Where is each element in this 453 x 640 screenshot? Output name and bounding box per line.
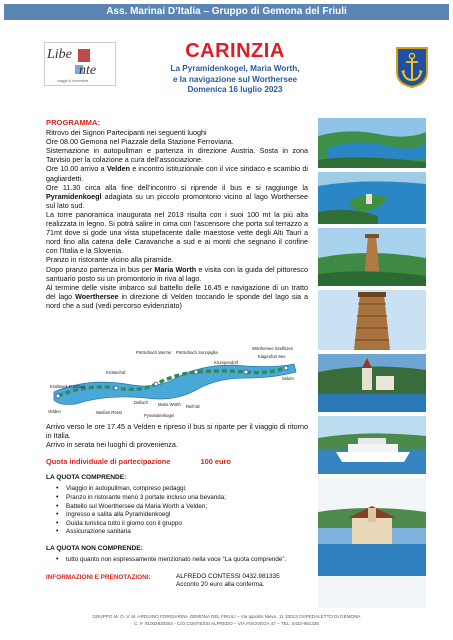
map-label: Dellach	[134, 400, 148, 405]
map-label: Reifnitz	[186, 404, 200, 409]
program-heading: PROGRAMMA:	[46, 118, 100, 127]
maria-worth-church-photo	[318, 354, 426, 412]
subtitle-date: Domenica 16 luglio 2023	[187, 85, 283, 94]
info-row	[46, 573, 308, 591]
program-tower: La torre panoramica inaugurata nel 2013 risulta con i suoi 100 mt la più alta realizzata in legno. Si potrà salire in cima con l’ascensore che porta sul terrazzo a 71mt dove si gode una vista stupefacente dalle maestose vette degli Alti Tauri a nord fino alla catena delle Caravanche a sud e ai monti che segnano il confine con l’Italia e la Slovenia.	[46, 209, 308, 256]
program-velden: Ore 10.00 arrivo a Velden e incontro istituzionale con il vice sindaco e scambio di gagliardetti.	[46, 164, 308, 183]
logo-text-2: nte	[79, 63, 97, 78]
page-subtitle	[130, 64, 340, 96]
map-label: Pörtschach Werzer	[136, 350, 172, 355]
route-map	[46, 344, 306, 419]
passenger-boat-photo	[318, 416, 426, 474]
map-label: Sekirn	[282, 376, 294, 381]
program-maria-worth: Dopo pranzo partenza in bus per Maria Worth e visita con la guida del pittoresco santuario posto su un promontorio in riva al lago.	[46, 264, 308, 283]
list-item: • Assicurazione sanitaria	[56, 528, 308, 537]
map-label: Kraftwerk Forstsee	[50, 384, 86, 389]
map-label: Weißes Rössl	[96, 410, 122, 415]
agency-logo	[44, 42, 116, 86]
program-line: Ritrovo dei Signori Partecipanti nei seguenti luoghi	[46, 128, 207, 138]
map-label: Maria Wörth	[158, 402, 181, 407]
lake-shape	[54, 364, 296, 405]
list-item: • Guida turistica tutto il giorno con il gruppo	[56, 520, 308, 529]
program-line: Ore 08.00 Gemona nel Piazzale della Stazione Ferroviaria.	[46, 137, 234, 147]
map-label: Wörthersee Seeflitzen	[252, 346, 294, 351]
lakeside-palace-photo	[318, 478, 426, 608]
return-line: Arrivo verso le ore 17.45 a Velden e ripreso il bus si riparte per il viaggio di ritorno in Italia.	[46, 422, 308, 441]
wooden-tower-closeup-photo	[318, 290, 426, 350]
map-label: Krottenhof	[106, 370, 126, 375]
program-line: Sistemazione in autopullman e partenza in direzione Austria. Sosta in zona Tarvisio per la colazione a cura dell’associazione.	[46, 146, 308, 165]
logo-tagline: viaggi & incentive	[57, 78, 89, 83]
non-comprende-heading: LA QUOTA NON COMPRENDE:	[46, 545, 143, 553]
map-stop-marker	[244, 370, 248, 374]
list-item: • Pranzo in ristorante menù 3 portate incluso una bevanda;	[56, 494, 308, 503]
list-item: • Ingresso e salita alla Pyramidenkoegl	[56, 511, 308, 520]
subtitle-line-1: La Pyramidenkogel, Maria Worth,	[170, 64, 300, 73]
map-label: Pyramidenkogel	[144, 413, 175, 418]
map-stop-marker	[194, 370, 198, 374]
header-banner: Ass. Marinai D’Italia – Gruppo di Gemona del Friuli	[4, 4, 449, 20]
footer-line: GRUPPO M. O. V. M. ARDUINO FORGIARINI- GEMONA DEL FRIULI – Via Ippolito Nievo, 11 33013 OSPEDALETTO DI GEMONA	[92, 614, 361, 619]
page-footer	[30, 614, 423, 628]
logo-text-1: Libe	[47, 47, 72, 62]
map-stop-marker	[56, 394, 60, 398]
map-label: Pörtschach Sonnjoglla	[176, 350, 218, 355]
map-label: Velden	[48, 409, 61, 414]
program-lunch: Pranzo in ristorante vicino alla piramide.	[46, 255, 174, 265]
non-comprende-list	[56, 556, 308, 565]
quota-price: 100 euro	[200, 457, 231, 467]
quota-label: Quota individuale di partecipazione	[46, 457, 171, 467]
anchor-emblem-icon	[395, 46, 429, 88]
map-label: Krumpendorf	[214, 360, 239, 365]
page-title: CARINZIA	[185, 40, 285, 62]
comprende-list	[56, 485, 308, 537]
comprende-heading: LA QUOTA COMPRENDE:	[46, 474, 127, 482]
logo-red-square	[78, 49, 90, 62]
list-item: • tutto quanto non espressamente menzionato nella voce “La quota comprende”.	[56, 556, 308, 565]
deposit-note: Acconto 20 euro alla conferma.	[176, 581, 265, 589]
program-boat: Al termine delle visite imbarco sul battello delle 16.45 e navigazione di un tratto del lago Woerthersee in direzione di Velden toccando le sponde del lago sia a nord che a sud (vedi percorso evidenziato)	[46, 282, 308, 310]
list-item: • Viaggio in autopullman, compreso pedaggi;	[56, 485, 308, 494]
subtitle-line-2: e la navigazione sul Worthersee	[172, 74, 298, 84]
pyramidenkogel-tower-photo	[318, 228, 426, 286]
map-label: Klagenfurt See	[258, 354, 286, 359]
footer-line: C. F. 91002830304 - C/O CONTESSI ALFREDO – VIA FISOVEGA 47 – TEL. 0432-981335	[134, 620, 319, 626]
lake-aerial-photo	[318, 118, 426, 168]
quota-row	[46, 457, 308, 466]
info-values	[176, 573, 280, 590]
list-item: • Battello sul Woerthersee da Maria Worth a Velden;	[56, 503, 308, 512]
program-pyramidenkogel: Ore 11.30 circa alla fine dell’incontro si riprende il bus e si raggiunge la Pyramidenkoegl adagiata su un piccolo promontorio vicino al lago Worthersee sul lato sud.	[46, 182, 308, 210]
contact-phone: ALFREDO CONTESSI 0432.981335	[176, 572, 280, 580]
program-section	[46, 118, 308, 310]
map-stop-marker	[284, 366, 288, 370]
return-line: Arrivo in serata nei luoghi di provenienza.	[46, 440, 178, 450]
info-label: INFORMAZIONI E PRENOTAZIONI:	[46, 573, 151, 581]
peninsula-church-photo	[318, 172, 426, 224]
details-section	[46, 422, 308, 591]
map-stop-marker	[154, 382, 158, 386]
map-stop-marker	[114, 386, 118, 390]
